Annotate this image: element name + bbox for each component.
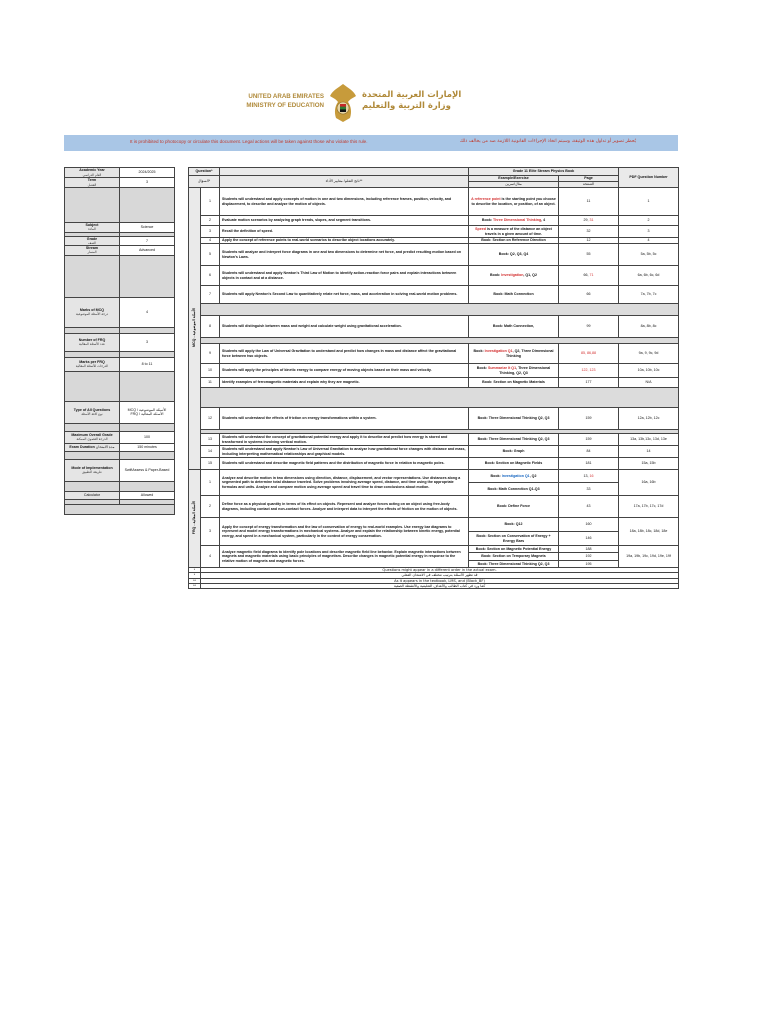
question-number: 3 xyxy=(201,518,220,546)
footnote-text: كما ورد في كتاب الطالب والأهداف التعليمية والأنشطة الصفية xyxy=(201,583,679,588)
page-number-cell xyxy=(559,266,619,286)
copyright-notice-en: It is prohibited to photocopy or circulate this document. Legal actions will be taken against those who violate this rule. xyxy=(130,139,368,144)
pdf-question-number: 18a, 18b, 18c, 18d, 18e xyxy=(619,518,679,546)
spacer-row xyxy=(189,388,679,408)
learning-outcome: Apply the concept of energy transformation and the law of conservation of energy to real-world examples. Use energy bar diagrams to represent and model energy transformations in mechanical systems. Analyze and explain the relationship between kinetic energy, potential energy, and speed in a mechanical system, particularly in the context of energy conservation. xyxy=(220,518,469,546)
example-cell xyxy=(469,458,559,470)
page-number: 192 xyxy=(585,554,592,559)
page-number: 188 xyxy=(585,547,592,552)
example-cell xyxy=(469,216,559,226)
frq-section-label xyxy=(189,470,201,568)
question-number: 7 xyxy=(201,286,220,304)
page-number-cell xyxy=(559,470,619,483)
question-number: 10 xyxy=(201,364,220,378)
example-text: Book: Three Dimensional Thinking Q2, Q3 xyxy=(477,416,550,421)
learning-outcome: Identify examples of ferromagnetic materials and explain why they are magnetic. xyxy=(220,378,469,388)
page-number: 195 xyxy=(585,561,592,566)
question-number: 15 xyxy=(201,458,220,470)
page-number-highlight: 16 xyxy=(589,473,594,478)
frq-row xyxy=(189,470,679,483)
question-number: 11 xyxy=(201,378,220,388)
calculator-label: Calculator xyxy=(65,491,120,499)
academic-year-value: 2024/2025 xyxy=(120,168,175,178)
footnote-text: قد تظهر الأسئلة بترتيب مختلف في الامتحان الفعلي xyxy=(201,573,679,578)
copyright-banner xyxy=(64,135,678,151)
learning-outcome: Students will distinguish between mass and weight and calculate weight using gravitational acceleration. xyxy=(220,316,469,338)
page-number-highlight: 71 xyxy=(589,273,594,278)
question-number: 4 xyxy=(201,238,220,244)
page-number-highlight: 85, 86,88 xyxy=(581,351,597,356)
example-text: Book: Section on Conservation of Energy + Energy Bars xyxy=(476,534,551,543)
example-text: Book: Section on Reference Direction xyxy=(481,238,546,243)
learning-outcome: Recall the definition of speed. xyxy=(220,226,469,238)
question-number: 14 xyxy=(201,446,220,458)
marks-mcq-value: 4 xyxy=(120,297,175,327)
footnote-text: Questions might appear in a different order in the actual exam. xyxy=(201,567,679,572)
learning-outcome: Students will understand the concept of gravitational potential energy and apply it to describe and predict how energy is stored and transformed in systems involving vertical motion. xyxy=(220,434,469,446)
example-cell xyxy=(469,286,559,304)
page-number: 84 xyxy=(586,449,591,454)
page-number: 66 xyxy=(586,292,591,297)
question-number: 13 xyxy=(201,434,220,446)
max-grade-value: 100 xyxy=(120,431,175,443)
example-text: is a measure of the distance an object travels in a given amount of time. xyxy=(485,227,552,236)
pdf-question-number: 19a, 19b, 19c, 19d, 19e, 19f xyxy=(619,546,679,568)
example-text: , Q2 xyxy=(529,473,537,478)
example-cell xyxy=(469,518,559,532)
question-number: 2 xyxy=(201,496,220,518)
footnote-text: As it appears in the textbook, LMS, and (Black_BF) xyxy=(201,578,679,583)
example-text: Book: xyxy=(490,273,502,278)
question-types-label: Type of All Questions نوع كافة الأسئلة xyxy=(65,401,120,423)
marks-per-frq-label: Marks per FRQ الدرجات للأسئلة المقالية xyxy=(65,357,120,371)
example-cell xyxy=(469,408,559,430)
grade-label: Grade الصف xyxy=(65,236,120,246)
academic-year-label: Academic Year العام الدراسي xyxy=(65,168,120,178)
page-number: 12 xyxy=(586,238,591,243)
frq-row xyxy=(189,546,679,553)
num-frq-value: 3 xyxy=(120,333,175,351)
pdf-question-number: 8a, 8b, 8c xyxy=(619,316,679,338)
page-number-cell xyxy=(559,434,619,446)
example-text: Book: Section on Magnetic Fields xyxy=(484,461,543,466)
page-number: 29, xyxy=(583,218,590,223)
example-cell xyxy=(469,238,559,244)
term-label: Term الفصل xyxy=(65,178,120,188)
learning-outcome: Students will apply the principles of kinetic energy to compare energy of moving objects based on their mass and velocity. xyxy=(220,364,469,378)
learning-outcome: Students will understand and apply concepts of motion in one and two dimensions, including reference frames, position, velocity, and displacement, to describe and analyze the motion of objects. xyxy=(220,188,469,216)
example-text: , Q1, Q2 xyxy=(523,273,537,278)
page-number: 160 xyxy=(585,522,592,527)
page-number-cell xyxy=(559,408,619,430)
mcq-row xyxy=(189,364,679,378)
example-text: Book: Section on Magnetic Potential Energy xyxy=(475,547,552,552)
learning-outcome: Evaluate motion scenarios by analyzing graph trends, slopes, and segment transitions. xyxy=(220,216,469,226)
example-text: Book: Q2, Q3, Q4 xyxy=(498,252,529,257)
page-number: 32 xyxy=(586,229,591,234)
example-highlight: A reference point xyxy=(471,197,501,202)
page-number-cell xyxy=(559,378,619,388)
page-number: 55 xyxy=(586,252,591,257)
question-column-header-ar: السؤال* xyxy=(189,176,220,188)
pdf-question-number: 5a, 5b, 5c xyxy=(619,244,679,266)
mcq-section xyxy=(189,188,679,470)
example-text: , Three Dimensional Thinking, Q2, Q3 xyxy=(499,366,551,375)
page-number: 11 xyxy=(586,199,591,204)
page-number-cell xyxy=(559,553,619,560)
pdf-question-number: 10a, 10b, 10c xyxy=(619,364,679,378)
page-number-cell xyxy=(559,532,619,546)
page-number-cell xyxy=(559,496,619,518)
mcq-row xyxy=(189,188,679,216)
page-number-cell xyxy=(559,560,619,567)
mode-label: Mode of Implementation طريقة التطبيق xyxy=(65,459,120,481)
mcq-row xyxy=(189,408,679,430)
marks-mcq-label: Marks of MCQ درجة الأسئلة الموضوعية xyxy=(65,297,120,327)
pdf-question-number: 13a, 13b,13c, 13d, 13e xyxy=(619,434,679,446)
learning-outcome: Students will apply the Law of Universal Gravitation to understand and predict how changes in mass and distance affect the gravitational force between two objects. xyxy=(220,344,469,364)
question-number: 3 xyxy=(201,226,220,238)
page-number: 177 xyxy=(585,380,592,385)
subject-value: Science xyxy=(120,223,175,233)
example-text: Book: Math Connection, xyxy=(492,324,535,329)
page-column-header: Page xyxy=(559,176,619,182)
example-cell xyxy=(469,470,559,483)
exam-duration-label: Exam Duration مدة الامتحان xyxy=(65,443,120,451)
stream-value: Advanced xyxy=(120,246,175,256)
example-cell xyxy=(469,446,559,458)
frq-row xyxy=(189,496,679,518)
page-number-highlight: 122, 123 xyxy=(581,368,596,373)
example-text: Book: xyxy=(476,366,488,371)
mcq-row xyxy=(189,216,679,226)
pdf-question-number: 15a, 15b xyxy=(619,458,679,470)
learning-outcomes-table xyxy=(188,167,679,589)
page-number-cell xyxy=(559,286,619,304)
page-number-cell xyxy=(559,364,619,378)
example-text: , Q2, Three Dimensional Thinking xyxy=(506,349,554,358)
exam-info-table xyxy=(64,167,175,515)
example-cell xyxy=(469,553,559,560)
example-cell xyxy=(469,532,559,546)
term-value: 3 xyxy=(120,178,175,188)
example-highlight: Investigation xyxy=(501,273,524,278)
page-number-cell xyxy=(559,344,619,364)
example-text: is the starting point you choose to describe the location, or position, of an object. xyxy=(471,197,556,206)
page-number-highlight: 31 xyxy=(589,218,594,223)
example-highlight: Investigation Q1 xyxy=(484,349,513,354)
max-grade-label: Maximum Overall Grade الدرجة القصوى الممكنة xyxy=(65,431,120,443)
page-number-cell xyxy=(559,458,619,470)
frq-section-text: FRQ - الأسئلة المقالية xyxy=(192,501,197,535)
example-text: Book: xyxy=(481,218,494,223)
uae-emblem-icon xyxy=(327,82,359,124)
example-text: Book: xyxy=(490,473,502,478)
page-number-cell xyxy=(559,216,619,226)
mcq-section-text: MCQ - الأسئلة الموضوعية xyxy=(192,308,197,348)
mcq-row xyxy=(189,458,679,470)
pdf-question-number: 16a, 16b xyxy=(619,470,679,496)
mcq-row xyxy=(189,378,679,388)
learning-outcome: Analyze magnetic field diagrams to identify pole locations and describe magnetic field line behavior. Explain magnetic interactions between magnets and magnetic materials using basic principles of magnetism. Describe changes in magnetic potential energy in response to the relative motion of magnets and magnetic forces. xyxy=(220,546,469,568)
question-column-header: Question* xyxy=(189,168,220,176)
question-number: 12 xyxy=(201,408,220,430)
example-cell xyxy=(469,188,559,216)
ministry-name-ar: الإمارات العربية المتحدة وزارة التربية والتعليم xyxy=(362,90,462,111)
mcq-row xyxy=(189,266,679,286)
example-text: Book: xyxy=(473,349,485,354)
example-text: Book: Section on Temporary Magnets xyxy=(481,554,546,559)
example-cell xyxy=(469,378,559,388)
question-number: 5 xyxy=(201,244,220,266)
example-cell xyxy=(469,226,559,238)
page-number-cell xyxy=(559,226,619,238)
outcome-column-header-ar: ناتج التعلم/ معايير الأداء** xyxy=(220,176,469,188)
example-text: Book: Section on Magnetic Materials xyxy=(482,380,545,385)
page-number: 159 xyxy=(585,437,592,442)
example-cell xyxy=(469,266,559,286)
example-column-header: Example/Exercise xyxy=(469,176,559,182)
pdf-question-number: 17a, 17b, 17c, 17d xyxy=(619,496,679,518)
learning-outcome: Students will understand the effects of friction on energy transformations within a system. xyxy=(220,408,469,430)
question-number: 8 xyxy=(201,316,220,338)
page-number-cell xyxy=(559,316,619,338)
pdf-question-number: 1 xyxy=(619,188,679,216)
example-highlight: Speed xyxy=(475,227,486,232)
mcq-row xyxy=(189,286,679,304)
example-cell xyxy=(469,546,559,553)
frq-row xyxy=(189,518,679,532)
marks-per-frq-value: 8 to 11 xyxy=(120,357,175,371)
example-text: Book: Math Connection Q1-Q3 xyxy=(487,486,540,491)
stream-label: Stream المسار xyxy=(65,246,120,256)
learning-outcome: Apply the concept of reference points to real-world scenarios to describe object locations accurately. xyxy=(220,238,469,244)
learning-outcome: Analyze and describe motion in two dimensions using direction, distance, displacement, and vector representations. Use distances along a segmented path to determine total distance traveled. Solve problems involving average speed, distance, and time using the appropriate formulas and units. Analyze and compare motion using average speed and travel time to draw conclusions about motion. xyxy=(220,470,469,496)
ministry-header xyxy=(0,78,768,128)
pdf-question-number: 14 xyxy=(619,446,679,458)
question-types-value: MCQ / الأسئلة الموضوعية FRQ / الأسئلة المقالية xyxy=(120,401,175,423)
example-text: Book: Three Dimensional Thinking Q2, Q3 xyxy=(477,561,550,566)
pdf-question-number: 7a, 7b, 7c xyxy=(619,286,679,304)
page-number: 33 xyxy=(586,486,591,491)
learning-outcome: Define force as a physical quantity in terms of its effect on objects. Represent and analyze forces acting on an object using free-body diagrams, including contact and non-contact forces. Analyze and interpret data to interpret the effects of friction on the motion of objects. xyxy=(220,496,469,518)
question-number: 2 xyxy=(201,216,220,226)
example-text: Book: Define Force xyxy=(497,504,530,509)
spacer-cell xyxy=(201,304,679,316)
example-column-header-ar: مثال/تمرين xyxy=(469,182,559,188)
page-number: 66, xyxy=(583,273,590,278)
example-cell xyxy=(469,364,559,378)
example-text: , 4 xyxy=(541,218,546,223)
pdf-question-number: 3 xyxy=(619,226,679,238)
spacer-row xyxy=(189,304,679,316)
pdf-question-number: 4 xyxy=(619,238,679,244)
example-highlight: Investigation Q1 xyxy=(501,473,530,478)
page-number: 159 xyxy=(585,416,592,421)
page-number-cell xyxy=(559,518,619,532)
spacer-cell xyxy=(201,388,679,408)
page-number-cell xyxy=(559,446,619,458)
grade-value: 7 xyxy=(120,236,175,246)
mcq-row xyxy=(189,446,679,458)
example-cell xyxy=(469,344,559,364)
footnote-mark: ** xyxy=(189,578,201,583)
book-column-header: Grade 11 Elite Stream Physics Book xyxy=(469,168,619,176)
pdf-question-number: 2 xyxy=(619,216,679,226)
mcq-row xyxy=(189,316,679,338)
pdf-question-number: N/A xyxy=(619,378,679,388)
page-column-header-ar: الصفحة xyxy=(559,182,619,188)
example-text: Book: Q12 xyxy=(504,522,523,527)
example-cell xyxy=(469,244,559,266)
example-cell xyxy=(469,560,559,567)
ministry-name-en: UNITED ARAB EMIRATES MINISTRY OF EDUCATION xyxy=(246,93,324,109)
example-cell xyxy=(469,434,559,446)
example-cell xyxy=(469,496,559,518)
example-cell xyxy=(469,316,559,338)
learning-outcome: Students will understand and describe magnetic field patterns and the distribution of magnetic force in relation to magnetic poles. xyxy=(220,458,469,470)
page-number: 13, xyxy=(583,473,590,478)
question-number: 9 xyxy=(201,344,220,364)
mcq-row xyxy=(189,434,679,446)
mcq-row xyxy=(189,344,679,364)
page-number: 146 xyxy=(585,536,592,541)
pdf-question-number: 6a, 6b, 6c, 6d xyxy=(619,266,679,286)
learning-outcome: Students will apply Newton's Second Law to quantitatively relate net force, mass, and acceleration in solving real-world motion problems. xyxy=(220,286,469,304)
page-number: 181 xyxy=(585,461,592,466)
mcq-section-label xyxy=(189,188,201,470)
question-number: 1 xyxy=(201,188,220,216)
example-text: Book: Math Connection xyxy=(493,292,534,297)
subject-label: Subject المادة xyxy=(65,223,120,233)
num-frq-label: Number of FRQ عدد الأسئلة المقالية xyxy=(65,333,120,351)
example-text: Book: Graph xyxy=(502,449,525,454)
frq-section xyxy=(189,470,679,568)
example-cell xyxy=(469,483,559,496)
learning-outcome: Students will understand and apply Newton's Third Law of Motion to identify action-reaction force pairs and explain interactions between objects in contact and at a distance. xyxy=(220,266,469,286)
learning-outcome: Students will analyze and interpret force diagrams in one and two dimensions to determine net force, and predict resulting motion based on Newton's Laws. xyxy=(220,244,469,266)
question-number: 6 xyxy=(201,266,220,286)
page-number: 43 xyxy=(586,504,591,509)
footnote-row xyxy=(189,583,679,588)
page-number: 99 xyxy=(586,324,591,329)
example-text: Book: Three Dimensional Thinking Q2, Q3 xyxy=(477,437,550,442)
question-number: 1 xyxy=(201,470,220,496)
footnotes xyxy=(189,567,679,588)
question-number: 4 xyxy=(201,546,220,568)
mode-value: SwiftAssess & Paper-Based xyxy=(120,459,175,481)
page-number-cell xyxy=(559,546,619,553)
learning-outcome: Students will understand and apply Newton's Law of Universal Gravitation to analyze how gravitational force changes with distance and mass, including interpreting mathematical relationships and graphical models. xyxy=(220,446,469,458)
page-number-cell xyxy=(559,244,619,266)
footnote-mark: * xyxy=(189,573,201,578)
footnote-mark: ** xyxy=(189,583,201,588)
mcq-row xyxy=(189,226,679,238)
pdf-question-number: 9a, 9, 9c, 9d xyxy=(619,344,679,364)
page-number-cell xyxy=(559,188,619,216)
footnote-mark: * xyxy=(189,567,201,572)
page-number-cell xyxy=(559,483,619,496)
example-highlight: Summarize It Q1 xyxy=(487,366,517,371)
pdf-column-header: PDF Question Number xyxy=(619,168,679,188)
copyright-notice-ar: يُحظر تصوير أو تداول هذه الوثيقة، وسيتم اتخاذ الإجراءات القانونية اللازمة ضد من يخالف ذلك xyxy=(460,139,636,144)
example-highlight: Three Dimensional Thinking xyxy=(493,218,542,223)
pdf-question-number: 12a, 12b, 12c xyxy=(619,408,679,430)
exam-duration-value: 150 minutes xyxy=(120,443,175,451)
calculator-value: Allowed xyxy=(120,491,175,499)
mcq-row xyxy=(189,244,679,266)
